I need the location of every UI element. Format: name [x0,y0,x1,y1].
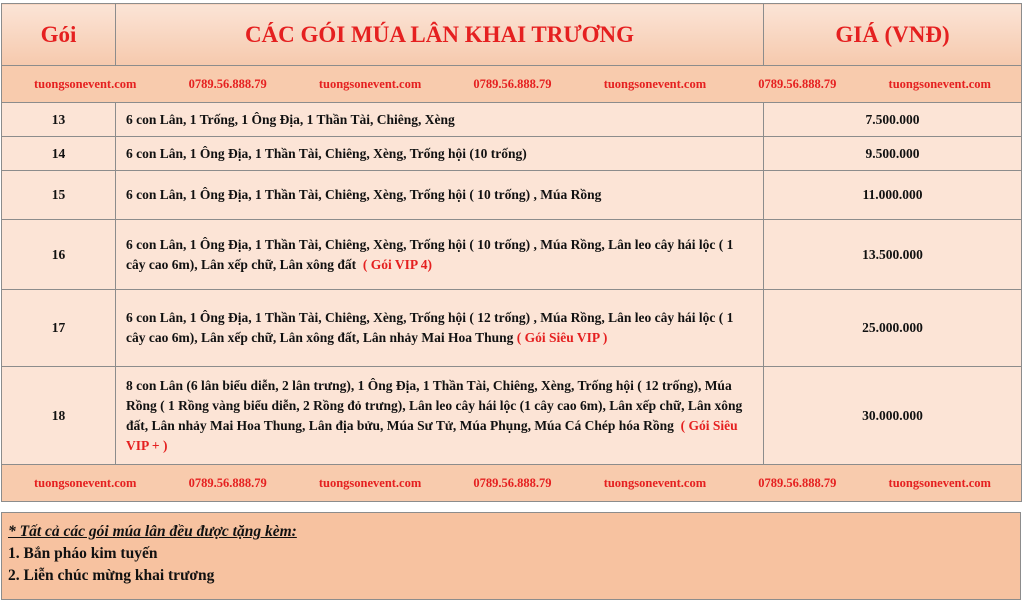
bonus-note [1,512,1021,600]
table-row [2,103,1022,137]
package-price: 25.000.000 [764,290,1022,367]
promo-website: tuongsonevent.com [888,76,991,91]
package-number: 14 [2,137,116,171]
promo-phone: 0789.56.888.79 [758,76,837,91]
package-description: 6 con Lân, 1 Trống, 1 Ông Địa, 1 Thần Tài, Chiêng, Xèng [116,103,764,137]
package-number: 15 [2,171,116,220]
package-table [1,3,1022,502]
header-package: Gói [2,4,116,66]
package-price: 7.500.000 [764,103,1022,137]
package-description: 8 con Lân (6 lân biểu diễn, 2 lân trưng), 1 Ông Địa, 1 Thần Tài, Chiêng, Xèng, Trống hội ( 12 trống), Múa Rồng ( 1 Rồng vàng biểu diễn, 2 Rồng đỏ trưng), Lân leo cây hái lộc (1 cây cao 6m), Lân xếp chữ, Lân xông đất, Lân nhảy Mai Hoa Thung, Lân địa bửu, Múa Sư Tử, Múa Phụng, Múa Cá Chép hóa Rồng ( Gói Siêu VIP + ) [116,367,764,465]
package-tag: ( Gói VIP 4) [362,256,433,272]
promo-website: tuongsonevent.com [603,475,707,490]
package-price: 30.000.000 [764,367,1022,465]
promo-website: tuongsonevent.com [318,76,422,91]
table-row [2,171,1022,220]
header-row [2,4,1022,66]
package-description: 6 con Lân, 1 Ông Địa, 1 Thần Tài, Chiêng, Xèng, Trống hội ( 12 trống) , Múa Rồng, Lân leo cây hái lộc ( 1 cây cao 6m), Lân xếp chữ, Lân xông đất, Lân nhảy Mai Hoa Thung ( Gói Siêu VIP ) [116,290,764,367]
table-row [2,220,1022,290]
promo-website: tuongsonevent.com [34,76,137,91]
header-price: GIÁ (VNĐ) [764,4,1022,66]
promo-phone: 0789.56.888.79 [188,76,267,91]
package-number: 17 [2,290,116,367]
package-description: 6 con Lân, 1 Ông Địa, 1 Thần Tài, Chiêng, Xèng, Trống hội ( 10 trống) , Múa Rồng, Lân leo cây hái lộc ( 1 cây cao 6m), Lân xếp chữ, Lân xông đất ( Gói VIP 4) [116,220,764,290]
package-number: 18 [2,367,116,465]
promo-row-top [2,66,1022,103]
table-row [2,290,1022,367]
bonus-item: 2. Liễn chúc mừng khai trương [8,567,215,584]
promo-website: tuongsonevent.com [34,475,137,490]
promo-phone: 0789.56.888.79 [473,76,552,91]
bonus-note-title: * Tất cả các gói múa lân đều được tặng kèm: [8,523,297,540]
header-title: CÁC GÓI MÚA LÂN KHAI TRƯƠNG [116,4,764,66]
package-tag: ( Gói Siêu VIP ) [516,330,608,345]
promo-row-bottom [2,465,1022,502]
package-number: 16 [2,220,116,290]
table-row [2,367,1022,465]
package-description: 6 con Lân, 1 Ông Địa, 1 Thần Tài, Chiêng, Xèng, Trống hội ( 10 trống) , Múa Rồng [116,171,764,220]
promo-phone: 0789.56.888.79 [758,475,837,490]
package-price: 13.500.000 [764,220,1022,290]
bonus-item: 1. Bắn pháo kim tuyến [8,545,158,562]
promo-website: tuongsonevent.com [318,475,422,490]
promo-website: tuongsonevent.com [888,475,991,490]
table-row [2,137,1022,171]
promo-phone: 0789.56.888.79 [188,475,267,490]
package-number: 13 [2,103,116,137]
promo-phone: 0789.56.888.79 [473,475,552,490]
package-tag: ( Gói Siêu VIP + ) [126,417,738,453]
package-description: 6 con Lân, 1 Ông Địa, 1 Thần Tài, Chiêng, Xèng, Trống hội (10 trống) [116,137,764,171]
promo-website: tuongsonevent.com [603,76,707,91]
package-price: 11.000.000 [764,171,1022,220]
package-price: 9.500.000 [764,137,1022,171]
